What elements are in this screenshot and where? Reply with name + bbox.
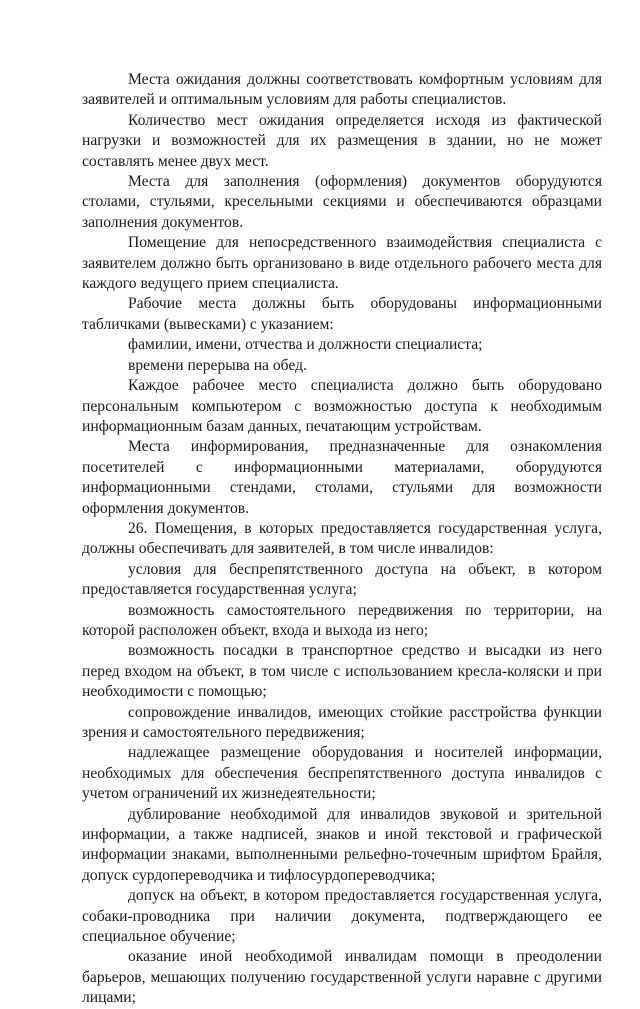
paragraph-other-help: оказание иной необходимой инвалидам помощи в преодолении барьеров, мешающих получению государственной услуги наравне с другими лицами; [82, 948, 602, 1007]
paragraph-workplace-computer: Каждое рабочее место специалиста должно быть оборудовано персональным компьютером с возможностью доступа к необходимым информационным базам данных, печатающим устройствам. [82, 377, 602, 435]
paragraph-guide-dog: допуск на объект, в котором предоставляется государственная услуга, собаки-проводника при наличии документа, подтверждающего ее специальное обучение; [82, 887, 602, 946]
paragraph-escort: сопровождение инвалидов, имеющих стойкие расстройства функции зрения и самостоятельного передвижения; [82, 703, 602, 741]
paragraph-information-places: Места информирования, предназначенные для ознакомления посетителей с информационными материалами, оборудуются информационными стендами, столами, стульями для возможности оформления документов. [82, 438, 602, 517]
paragraph-duplication: дублирование необходимой для инвалидов звуковой и зрительной информации, а также надписей, знаков и иной текстовой и графической информации знаками, выполненными рельефно-точечным шрифтом Брайля, допуск сурдопереводчика и тифлосурдопереводчика; [82, 805, 602, 884]
paragraph-movement: возможность самостоятельного передвижения по территории, на которой расположен объект, входа и выхода из него; [82, 601, 602, 639]
paragraph-sign-name: фамилии, имени, отчества и должности специалиста; [128, 336, 483, 354]
paragraph-transport: возможность посадки в транспортное средство и высадки из него перед входом на объект, в том числе с использованием кресла-коляски и при необходимости с помощью; [82, 642, 602, 701]
paragraph-equipment: надлежащее размещение оборудования и носителей информации, необходимых для обеспечения беспрепятственного доступа инвалидов с учетом ограничений их жизнедеятельности; [82, 744, 602, 803]
paragraph-filling-places: Места для заполнения (оформления) документов оборудуются столами, стульями, кресельными секциями и обеспечиваются образцами заполнения документов. [82, 173, 602, 231]
paragraph-interaction-room: Помещение для непосредственного взаимодействия специалиста с заявителем должно быть организовано в виде отдельного рабочего места для каждого ведущего прием специалиста. [82, 234, 602, 293]
paragraph-workplace-signs: Рабочие места должны быть оборудованы информационными табличками (вывесками) с указанием: [82, 295, 602, 333]
document-body [82, 70, 602, 1009]
paragraph-item-26: 26. Помещения, в которых предоставляется государственная услуга, должны обеспечивать для заявителей, в том числе инвалидов: [82, 519, 602, 558]
paragraph-sign-break: времени перерыва на обед. [128, 356, 307, 374]
paragraph-waiting-places: Места ожидания должны соответствовать комфортным условиям для заявителей и оптимальным условиям для работы специалистов. [82, 71, 602, 109]
paragraph-waiting-count: Количество мест ожидания определяется исходя из фактической нагрузки и возможностей для их размещения в здании, но не может составлять менее двух мест. [82, 111, 602, 170]
paragraph-access-conditions: условия для беспрепятственного доступа на объект, в котором предоставляется государственная услуга; [82, 560, 602, 599]
